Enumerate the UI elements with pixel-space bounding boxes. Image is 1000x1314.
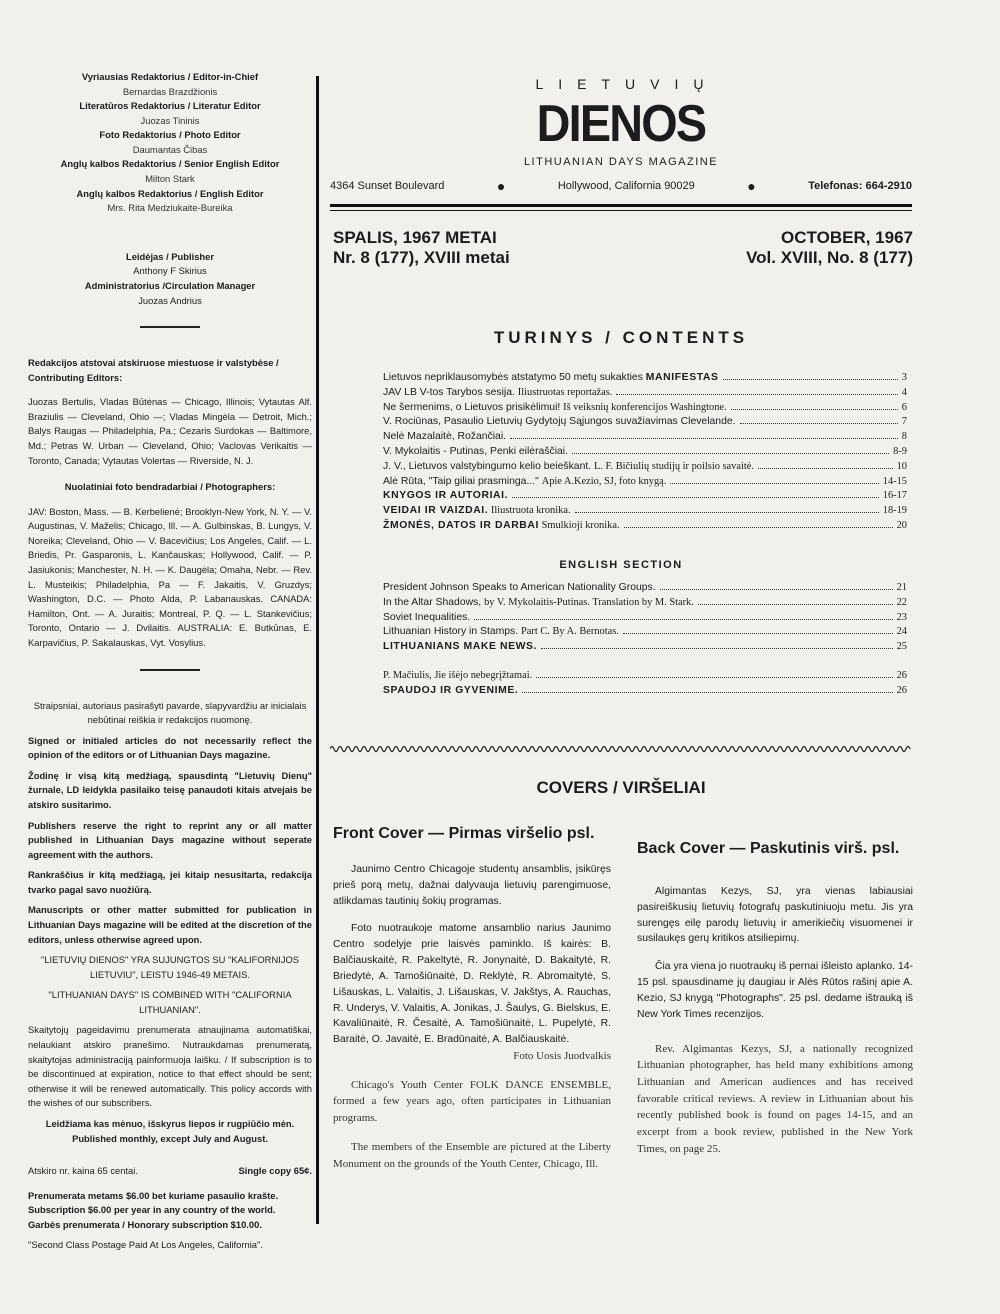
- toc-leader: [698, 603, 893, 605]
- toc-leader: [522, 691, 892, 693]
- toc-list: [383, 372, 907, 535]
- divider: [140, 669, 200, 671]
- title-dienos: DIENOS: [536, 95, 706, 153]
- toc-leader: [474, 618, 892, 620]
- note-lt-opinion: Straipsniai, autoriaus pasirašyti pavarde, slapyvardžiu ar inicialais nebūtinai reiškia ir redakcijos nuomonę.: [33, 699, 307, 726]
- front-cover-title: Front Cover — Pirmas viršelio psl.: [333, 825, 595, 842]
- staff-role: Anglų kalbos Redaktorius / English Editor: [76, 187, 264, 199]
- contributing-editors-text: Juozas Bertulis, Vladas Būtėnas — Chicago, Illinois; Vytautas Alf. Braziulis — Cleveland, Ohio —; Vladas Mingėla — Detroit, Mich.; Balys Raugas — Philadelphia, Pa.; Cezaris Surdokas — Baltimore, Md.; Petras W. Urban — Cleveland, Ohio; Vaclovas Verikaitis — Toronto, Canada; Vytautas Volertas — Riverside, N. J.: [28, 396, 312, 466]
- toc-page-number: 24: [896, 626, 907, 638]
- toc-tail-list: [383, 670, 907, 700]
- photo-credit: Foto Uosis Juodvalkis: [513, 1049, 611, 1062]
- staff-role: Anglų kalbos Redaktorius / Senior English Editor: [60, 158, 280, 170]
- photographers-title: Nuolatiniai foto bendradarbiai / Photographers:: [64, 481, 276, 493]
- staff-name: Bernardas Brazdžionis: [122, 85, 218, 97]
- toc-title: [383, 416, 736, 427]
- contents-title: TURINYS / CONTENTS: [493, 328, 749, 347]
- toc-title-post: Iš veiksnių konferencijos Washingtone.: [563, 401, 727, 413]
- address-line: [330, 178, 912, 194]
- subscription-lt: Prenumerata metams $6.00 bet kuriame pasaulio krašte.: [28, 1189, 279, 1201]
- toc-title: [383, 612, 470, 623]
- toc-title-caps: KNYGOS IR AUTORIAI.: [383, 490, 509, 502]
- toc-title: [383, 476, 666, 487]
- toc-title-post: Apie A.Kezio, SJ, foto knygą.: [541, 475, 667, 487]
- toc-leader: [623, 632, 893, 634]
- toc-title-pre: JAV LB V-tos Tarybos sesija.: [383, 386, 518, 398]
- toc-title-pre: Soviet Inequalities.: [383, 611, 471, 623]
- magazine-header: [330, 76, 912, 211]
- toc-row: [383, 597, 907, 612]
- staff-name: Daumantas Čibas: [132, 143, 208, 155]
- toc-leader: [624, 526, 893, 528]
- issue-en-date: OCTOBER, 1967: [781, 228, 913, 247]
- publisher-role: Leidėjas / Publisher: [125, 250, 215, 262]
- toc-title-caps: LITHUANIANS MAKE NEWS.: [383, 641, 538, 653]
- staff-name: Milton Stark: [145, 173, 195, 185]
- note-lt-combined: "LIETUVIŲ DIENOS" YRA SUJUNGTOS SU "KALIFORNIJOS LIETUVIU", LEISTU 1946-49 METAIS.: [40, 954, 300, 980]
- toc-leader: [616, 393, 897, 395]
- price-row: [28, 1164, 312, 1179]
- toc-leader: [723, 378, 898, 380]
- front-cover-en-1: Chicago's Youth Center FOLK DANCE ENSEMBLE, formed a few years ago, often participates in Lithuanian programs.: [333, 1078, 611, 1125]
- toc-page-number: 4: [901, 386, 907, 398]
- toc-title: [383, 641, 537, 652]
- masthead-column: [28, 70, 312, 1253]
- note-en-opinion: Signed or initialed articles do not necessarily reflect the opinion of the editors or of Lithuanian Days magazine.: [28, 734, 312, 761]
- issue-lt-date: SPALIS, 1967 METAI: [333, 228, 497, 247]
- toc-title: [383, 582, 656, 593]
- toc-page-number: 23: [896, 611, 907, 623]
- bullet-icon: ●: [496, 178, 506, 194]
- magazine-subtitle: LITHUANIAN DAYS MAGAZINE: [523, 156, 719, 168]
- toc-leader: [512, 496, 879, 498]
- toc-row: [383, 505, 907, 520]
- price-en: Single copy 65¢.: [238, 1165, 312, 1177]
- toc-page-number: 25: [896, 641, 907, 653]
- toc-row: [383, 582, 907, 597]
- note-en-manuscripts: Manuscripts or other matter submitted for publication in Lithuanian Days magazine will be edited at the discretion of the editors, unless otherwise agreed upon.: [28, 904, 312, 945]
- toc-title: [383, 490, 508, 501]
- front-cover-text: [333, 862, 611, 1184]
- toc-title: [383, 505, 571, 516]
- toc-title: [383, 431, 506, 442]
- toc-page-number: 8: [901, 431, 907, 443]
- toc-row: [383, 520, 907, 535]
- note-lt-manuscripts: Rankraščius ir kitą medžiagą, jei kitaip nesusitarta, redakcija tvarko pagal savo nuožiūrą.: [28, 869, 312, 895]
- front-cover-para-2: Foto nuotraukoje matome ansamblio narius Jaunimo Centro sodelyje prie laisvės paminklo. Iš kairės: B. Balčiauskaitė, R. Pakeltytė, R. Jonynaitė, D. Bakaitytė, R. Briedytė, A. Tamošiūnaitė, D. Reklytė, R. Abromaitytė, S. Lišauskas, L. Valaitis, J. Lišauskas, V. Jakštys, A. Rauchas, R. Underys, V. Valaitis, A. Jonikas, J. Šaulys, G. Bielskus, E. Kavaliūnaitė, R. Česaitė, A. Tamošiūnaitė, L. Pupelytė, R. Baraitė, O. Javaitė, E. Bradūnaitė, A. Balčiauskaitė.: [333, 923, 611, 1046]
- back-cover-en: Rev. Algimantas Kezys, SJ, a nationally recognized Lithuanian photographer, has held many exhibitions among Lithuanian and American audiences and has received favorable critical reviews. A review in Lithuanian about his recently published book is found on pages 14-15, and an excerpt from a book review, published in the New York Times, on page 25.: [637, 1042, 913, 1155]
- front-cover-en-2: The members of the Ensemble are pictured at the Liberty Monument on the grounds of the Youth Center, Chicago, Ill.: [333, 1140, 611, 1170]
- toc-title-post: by V. Mykolaitis-Putinas. Translation by M. Stark.: [484, 596, 694, 608]
- admin-role: Administratorius /Circulation Manager: [84, 279, 256, 291]
- subscription-honorary: Garbės prenumerata / Honorary subscription $10.00.: [28, 1218, 262, 1230]
- postage-note: "Second Class Postage Paid At Los Angeles, California".: [28, 1239, 263, 1251]
- issue-en-number: Vol. XVIII, No. 8 (177): [746, 248, 913, 268]
- note-en-reprint: Publishers reserve the right to reprint any or all matter published in Lithuanian Days magazine without seperate agreement with the authors.: [28, 819, 312, 860]
- toc-leader: [660, 588, 893, 590]
- toc-page-number: 21: [896, 582, 907, 593]
- toc-title-pre: Lithuanian History in Stamps.: [383, 626, 522, 638]
- issue-lt-number: Nr. 8 (177), XVIII metai: [333, 248, 510, 268]
- toc-row: [383, 446, 907, 461]
- note-lt-reprint: Žodinę ir visą kitą medžiagą, spausdintą "Lietuvių Dienų" žurnale, LD leidykla pasilaiko teisę panaudoti kitais atvejais be atskiro susitarimo.: [28, 769, 312, 810]
- toc-page-number: 3: [901, 372, 907, 383]
- toc-row: [383, 612, 907, 627]
- toc-row: [383, 431, 907, 446]
- toc-title-pre: J. V., Lietuvos valstybingumo kelio beieškant.: [383, 460, 595, 472]
- street-address: 4364 Sunset Boulevard: [330, 180, 445, 192]
- toc-title-caps: SPAUDOJ IR GYVENIME.: [383, 684, 519, 696]
- note-en-combined: "LITHUANIAN DAYS" IS COMBINED WITH "CALIFORNIA LITHUANIAN".: [48, 989, 292, 1015]
- toc-title-caps: MANIFESTAS: [645, 372, 719, 383]
- toc-title-post: Iliustruotas reportažas.: [517, 386, 613, 398]
- toc-page-number: 14-15: [882, 475, 907, 487]
- toc-page-number: 26: [896, 670, 907, 681]
- toc-row: [383, 476, 907, 491]
- toc-page-number: 16-17: [882, 490, 907, 502]
- issue-lt: [333, 228, 510, 269]
- staff-role: Vyriausias Redaktorius / Editor-in-Chief: [81, 71, 259, 82]
- header-rule: [330, 204, 912, 207]
- header-rule-thin: [330, 210, 912, 211]
- staff-list: [28, 70, 312, 216]
- divider: [140, 326, 200, 328]
- photographers-text: JAV: Boston, Mass. — B. Kerbelienė; Brooklyn-New York, N. Y. — V. Augustinas, V. Maželis; Chicago, Ill. — A. Gulbinskas, B. Lungys, V. Noreika; Cleveland, Ohio — V. Bacevičius; Los Angeles, Calif. — L. Briedis, Pr. Gasparonis, L. Kančauskas; Hollywood, Calif. — P. Jasiukonis; Manchester, N. H. — K. Daugėla; Omaha, Nebr. — Rev. L. Musteikis; Philadelphia, Pa — F. Jakaitis, V. Gruzdys; Washington, D.C. — Photo Alda, P. Labanauskas. CANADA: Hamilton, Ont. — A. Juraitis; Montreal, P. Q. — L. Stankevičius; Toronto, Ontario — J. Dvilaitis. AUSTRALIA: E. Butkūnas, E. Karpavičius, P. Sakalauskas, Vyt. Vosylius.: [28, 505, 312, 648]
- toc-row: [383, 490, 907, 505]
- toc-page-number: 8-9: [893, 445, 907, 457]
- price-lt: Atskiro nr. kaina 65 centai.: [28, 1165, 138, 1177]
- toc-title-pre: Ne šermenims, o Lietuvos prisikėlimui!: [383, 401, 564, 413]
- english-section-title: ENGLISH SECTION: [559, 559, 683, 571]
- notes-block: [28, 699, 312, 1147]
- toc-row: [383, 685, 907, 700]
- city-address: Hollywood, California 90029: [557, 180, 695, 192]
- toc-row: [383, 461, 907, 476]
- back-cover-para-1: Algimantas Kezys, SJ, yra vienas labiausiai pasireiškusių lietuvių fotografų paskutiniuoju metu. Jis yra surengęs eilę parodų lietuvių ir amerikiečių visuomenei ir susilaukęs gerų kritikos atsiliepimų.: [637, 886, 913, 945]
- toc-page-number: 6: [901, 401, 907, 413]
- toc-leader: [541, 647, 893, 649]
- toc-title: [383, 461, 754, 472]
- note-subscription-renewal: Skaitytojų pageidavimu prenumerata atnaujinama automatiškai, nelaukiant atskiro pranešimo. Nutraukdamas prenumeratą, skaitytojas administraciją painformuoja laišku. / If subscription is to be discontinued at expiration, notice to that effect should be sent; otherwise it will be renewed automatically. This policy accords with the wishes of our subscribers.: [28, 1024, 312, 1109]
- wavy-divider: [330, 744, 912, 754]
- toc-title: [383, 387, 612, 398]
- back-cover-title: Back Cover — Paskutinis virš. psl.: [637, 840, 900, 857]
- issue-en: [746, 228, 913, 269]
- toc-title-pre: V. Rociūnas, Pasaulio Lietuvių Gydytojų Sąjungos suvažiavimas Clevelande.: [383, 416, 736, 428]
- publisher-block: [28, 250, 312, 308]
- front-cover-para-1: Jaunimo Centro Chicagoje studentų ansamblis, įsikūręs prieš porą metų, dažnai dalyvauja lietuvių parengimuose, atlikdamas tautinių šokių programas.: [333, 864, 611, 907]
- toc-title-pre: V. Mykolaitis - Putinas, Penki eilėraščiai.: [383, 445, 568, 457]
- admin-name: Juozas Andrius: [138, 294, 202, 306]
- toc-title-pre: Nelė Mazalaitė, Rožančiai.: [383, 431, 507, 443]
- toc-leader: [758, 467, 893, 469]
- back-cover-text: [637, 884, 913, 1170]
- toc-title: [383, 685, 518, 696]
- toc-page-number: 26: [896, 684, 907, 696]
- toc-row: [383, 387, 907, 402]
- toc-leader: [575, 511, 879, 513]
- vertical-rule: [316, 76, 319, 1224]
- toc-row: [383, 416, 907, 431]
- toc-row: [383, 402, 907, 417]
- toc-title-post: Iliustruota kronika.: [488, 505, 571, 517]
- publisher-name: Anthony F Skirius: [133, 265, 207, 277]
- note-publication-schedule: Leidžiama kas mėnuo, išskyrus liepos ir rugpiūčio mėn. Published monthly, except July and August.: [45, 1117, 295, 1144]
- toc-title: [383, 626, 619, 637]
- staff-name: Mrs. Rita Medziukaite-Bureika: [107, 202, 233, 214]
- toc-page-number: 10: [896, 460, 907, 472]
- subscription-en: Subscription $6.00 per year in any country of the world.: [28, 1204, 276, 1216]
- toc-title-post: Smulkioji kronika.: [539, 519, 620, 531]
- toc-leader: [670, 482, 878, 484]
- toc-row: [383, 641, 907, 656]
- contributing-editors-title: Redakcijos atstovai atskiruose miestuose ir valstybėse / Contributing Editors:: [28, 357, 279, 383]
- back-cover-para-2: Čia yra viena jo nuotraukų iš pernai išleisto aplanko. 14-15 psl. spausdiname jų daugiau ir Alės Rūtos rašinį apie A. Kezio, SJ knygą "Photographs". 25 psl. dedame ištrauką iš New York Times recenzijos.: [637, 961, 913, 1020]
- toc-page-number: 22: [896, 596, 907, 608]
- subscription-block: [28, 1189, 312, 1233]
- bullet-icon: ●: [747, 178, 756, 194]
- toc-page-number: 18-19: [882, 505, 907, 517]
- toc-title-post: L. F. Bičiulių studijų ir poilsio savaitė.: [594, 460, 754, 472]
- toc-title: [383, 446, 568, 457]
- toc-title-post: P. Mačiulis, Jie išėjo nebegrįžtamai.: [383, 670, 533, 681]
- toc-title-pre: In the Altar Shadows,: [383, 596, 485, 608]
- covers-title: COVERS / VIRŠELIAI: [536, 778, 706, 797]
- toc-leader: [510, 437, 898, 439]
- toc-title: [383, 402, 727, 413]
- staff-role: Literatūros Redaktorius / Literatur Editor: [79, 100, 261, 112]
- toc-page-number: 7: [901, 416, 907, 428]
- toc-row: [383, 372, 907, 387]
- toc-row: [383, 670, 907, 685]
- toc-title-post: Part C. By A. Bernotas.: [521, 626, 619, 638]
- staff-role: Foto Redaktorius / Photo Editor: [99, 129, 241, 141]
- toc-title: [383, 670, 532, 681]
- toc-leader: [740, 422, 898, 424]
- toc-title: [383, 597, 694, 608]
- toc-title-pre: Alė Rūta, "Taip giliai prasminga...": [383, 475, 542, 487]
- toc-title-pre: President Johnson Speaks to American Nationality Groups.: [383, 582, 656, 593]
- toc-title: [383, 372, 719, 383]
- toc-title-caps: VEIDAI IR VAIZDAI.: [383, 505, 489, 517]
- toc-title-pre: Lietuvos nepriklausomybės atstatymo 50 metų sukakties: [383, 372, 646, 383]
- toc-row: [383, 626, 907, 641]
- staff-name: Juozas Tininis: [140, 114, 200, 126]
- toc-title: [383, 520, 620, 531]
- issue-line: [333, 228, 913, 269]
- toc-title-caps: ŽMONĖS, DATOS IR DARBAI: [383, 519, 540, 531]
- toc-leader: [536, 676, 892, 678]
- toc-page-number: 20: [896, 519, 907, 531]
- toc-leader: [572, 452, 889, 454]
- toc-leader: [731, 408, 898, 410]
- toc-english-list: [383, 582, 907, 656]
- title-lietuviu: LIETUVIŲ: [535, 76, 719, 92]
- phone: Telefonas: 664-2910: [808, 180, 912, 192]
